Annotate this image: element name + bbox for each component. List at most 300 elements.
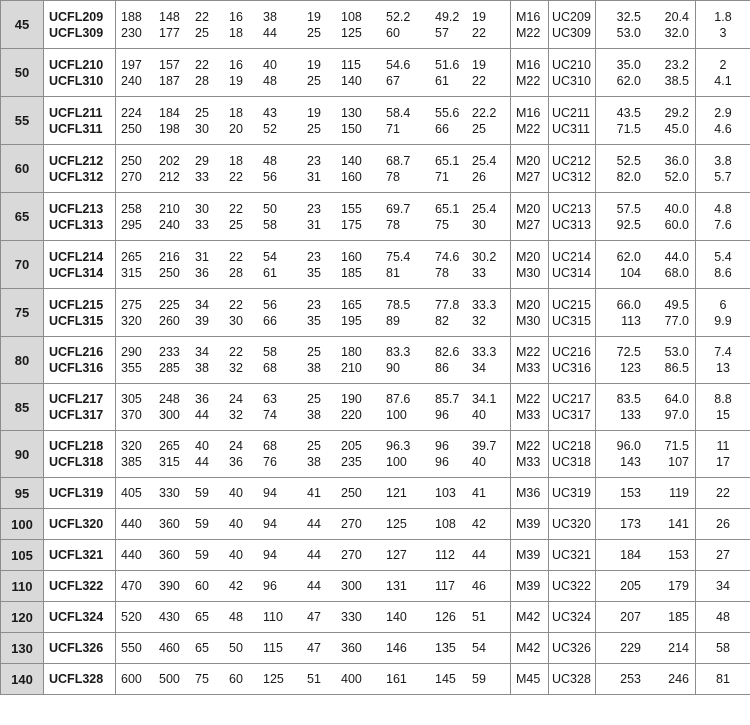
model-cell [44, 289, 116, 337]
load-rating: 185 [668, 610, 689, 624]
dimension-value: 270 [121, 169, 142, 184]
dimension-value: 110 [263, 610, 283, 624]
dimension-value: 108 [341, 9, 362, 24]
bearing-unit: UC317 [552, 408, 591, 422]
bore-cell: 130 [1, 633, 44, 664]
dimension-value: 165 [341, 297, 362, 312]
dimension-value: 270 [341, 548, 362, 562]
dimension-value: 275 [121, 297, 142, 312]
model-cell [44, 193, 116, 241]
bolt-size: M33 [516, 455, 541, 469]
load-rating-cell [596, 540, 696, 571]
bolt-size: M30 [516, 265, 541, 280]
dimension-value: 300 [159, 408, 180, 422]
dimension-value: 59 [195, 548, 209, 562]
dimension-value: 39.7 [472, 439, 497, 453]
weight-cell [696, 145, 750, 193]
load-rating-cell [596, 478, 696, 509]
weight-value: 8.6 [714, 265, 732, 280]
dimension-value: 74.6 [435, 249, 460, 264]
dimension-value: 82 [435, 313, 449, 328]
dimension-value: 75 [195, 672, 209, 686]
bearing-unit: UC309 [552, 25, 591, 40]
dimension-value: 33 [195, 169, 209, 184]
weight-cell [696, 509, 750, 540]
dimension-value: 187 [159, 73, 180, 88]
load-rating: 44.0 [664, 249, 689, 264]
dimension-value: 405 [121, 486, 142, 500]
dimension-value: 157 [159, 57, 180, 72]
weight-value: 5.7 [714, 169, 732, 184]
dimension-value: 18 [229, 25, 243, 40]
dimension-value: 22 [195, 57, 209, 72]
dimension-value: 16 [229, 57, 243, 72]
dimension-value: 71 [386, 121, 400, 136]
weight-value: 6 [719, 297, 727, 312]
dimension-value: 40 [263, 57, 277, 72]
bore-cell: 110 [1, 571, 44, 602]
dimension-value: 265 [159, 439, 180, 453]
dimension-value: 184 [159, 105, 180, 120]
dimension-value: 58.4 [386, 105, 411, 120]
bolt-size-cell [511, 289, 549, 337]
bolt-size: M27 [516, 169, 541, 184]
bolt-size: M20 [516, 297, 541, 312]
dimension-value: 44 [307, 548, 321, 562]
dimension-value: 320 [121, 313, 142, 328]
dimension-value: 25 [472, 121, 486, 136]
dimension-value: 360 [341, 641, 362, 655]
bore-cell: 55 [1, 97, 44, 145]
load-rating: 45.0 [664, 121, 689, 136]
dimension-value: 25 [307, 392, 321, 406]
dimension-value: 54 [263, 249, 277, 264]
dimension-value: 295 [121, 217, 142, 232]
dimension-value: 500 [159, 672, 180, 686]
table-row [1, 478, 750, 509]
dimension-value: 90 [386, 361, 400, 375]
dimension-value: 39 [195, 313, 209, 328]
bolt-size: M33 [516, 361, 541, 375]
bearing-unit: UC316 [552, 361, 591, 375]
dimension-value: 60 [195, 579, 209, 593]
dimension-value: 22 [472, 25, 486, 40]
dimension-value: 48 [229, 610, 243, 624]
bolt-size: M22 [516, 345, 541, 359]
table-row [1, 602, 750, 633]
dimension-value: 210 [159, 201, 180, 216]
bearing-unit-cell [549, 633, 596, 664]
dimension-value: 44 [472, 548, 486, 562]
load-rating-cell [596, 633, 696, 664]
dimensions-cell [116, 602, 511, 633]
dimension-value: 57 [435, 25, 449, 40]
bearing-unit: UC324 [552, 610, 591, 624]
dimension-value: 86 [435, 361, 449, 375]
dimension-value: 85.7 [435, 392, 460, 406]
load-rating: 153 [668, 548, 689, 562]
dimension-value: 161 [386, 672, 407, 686]
weight-value: 3 [719, 25, 727, 40]
dimension-value: 258 [121, 201, 142, 216]
weight-cell [696, 384, 750, 431]
dimension-value: 25 [307, 121, 321, 136]
bearing-unit: UC314 [552, 265, 591, 280]
dimension-value: 78 [386, 169, 400, 184]
bore-cell: 140 [1, 664, 44, 695]
load-rating: 82.0 [616, 169, 641, 184]
bearing-unit: UC311 [552, 121, 590, 136]
bearing-unit: UC313 [552, 217, 591, 232]
bearing-unit: UC310 [552, 73, 591, 88]
dimension-value: 29 [195, 153, 209, 168]
weight-value: 2.9 [714, 105, 732, 120]
dimension-value: 67 [386, 73, 400, 88]
dimension-value: 360 [159, 517, 180, 531]
load-rating: 77.0 [664, 313, 689, 328]
bolt-size-cell [511, 509, 549, 540]
table-row [1, 337, 750, 384]
table-row [1, 540, 750, 571]
dimension-value: 55.6 [435, 105, 460, 120]
dimension-value: 240 [159, 217, 180, 232]
bolt-size: M22 [516, 392, 541, 406]
model-cell [44, 633, 116, 664]
dimension-value: 50 [229, 641, 243, 655]
load-rating-cell [596, 384, 696, 431]
model-cell [44, 145, 116, 193]
dimensions-cell [116, 241, 511, 289]
dimension-value: 40 [472, 408, 486, 422]
dimension-value: 59 [195, 486, 209, 500]
bolt-size-cell [511, 633, 549, 664]
dimension-value: 65.1 [435, 201, 460, 216]
bearing-unit: UC215 [552, 297, 591, 312]
dimension-value: 400 [341, 672, 362, 686]
dimension-value: 31 [307, 217, 321, 232]
model-number: UCFL324 [49, 610, 104, 624]
dimension-value: 83.3 [386, 345, 411, 359]
load-rating: 86.5 [664, 361, 689, 375]
dimension-value: 160 [341, 249, 362, 264]
dimension-value: 48 [263, 153, 277, 168]
load-rating: 60.0 [664, 217, 689, 232]
model-number: UCFL215 [49, 297, 104, 312]
dimension-value: 38 [307, 408, 321, 422]
model-cell [44, 337, 116, 384]
model-number: UCFL218 [49, 439, 104, 453]
load-rating-cell [596, 97, 696, 145]
dimensions-cell [116, 337, 511, 384]
bearing-unit-cell [549, 193, 596, 241]
dimension-value: 96 [435, 439, 449, 453]
dimension-value: 60 [386, 25, 400, 40]
dimension-value: 61 [263, 265, 277, 280]
load-rating-cell [596, 49, 696, 97]
load-rating-cell [596, 602, 696, 633]
load-rating: 153 [620, 486, 641, 500]
weight-value: 7.6 [714, 217, 732, 232]
weight-value: 8.8 [714, 392, 732, 406]
bolt-size-cell [511, 602, 549, 633]
bolt-size: M42 [516, 641, 541, 655]
dimension-value: 25.4 [472, 201, 497, 216]
model-number: UCFL321 [49, 548, 104, 562]
bearing-unit-cell [549, 431, 596, 478]
bore-cell: 75 [1, 289, 44, 337]
dimension-value: 33.3 [472, 297, 497, 312]
dimension-value: 360 [159, 548, 180, 562]
model-number: UCFL317 [49, 408, 104, 422]
dimension-value: 33 [195, 217, 209, 232]
weight-value: 3.8 [714, 153, 732, 168]
bearing-unit: UC213 [552, 201, 591, 216]
bolt-size: M30 [516, 313, 541, 328]
bearing-unit: UC319 [552, 486, 591, 500]
dimension-value: 233 [159, 345, 180, 359]
bolt-size-cell [511, 571, 549, 602]
bearing-unit: UC212 [552, 153, 591, 168]
load-rating: 143 [620, 455, 641, 469]
dimension-value: 19 [307, 57, 321, 72]
model-number: UCFL320 [49, 517, 104, 531]
dimension-value: 175 [341, 217, 362, 232]
bore-cell: 85 [1, 384, 44, 431]
dimension-value: 130 [341, 105, 362, 120]
model-number: UCFL309 [49, 25, 104, 40]
dimension-value: 68 [263, 361, 277, 375]
dimension-value: 140 [341, 153, 362, 168]
model-number: UCFL326 [49, 641, 104, 655]
model-number: UCFL214 [49, 249, 104, 264]
dimension-value: 125 [263, 672, 284, 686]
model-cell [44, 384, 116, 431]
dimension-value: 36 [195, 265, 209, 280]
dimension-value: 56 [263, 297, 277, 312]
bolt-size-cell [511, 431, 549, 478]
bolt-size: M22 [516, 25, 541, 40]
bearing-unit-cell [549, 337, 596, 384]
dimension-value: 19 [472, 57, 486, 72]
dimension-value: 25.4 [472, 153, 497, 168]
dimension-value: 19 [307, 9, 321, 24]
dimension-value: 370 [121, 408, 142, 422]
load-rating: 96.0 [616, 439, 641, 453]
bearing-unit: UC315 [552, 313, 591, 328]
weight-cell [696, 337, 750, 384]
load-rating: 52.0 [664, 169, 689, 184]
bolt-size-cell [511, 145, 549, 193]
dimension-value: 94 [263, 517, 277, 531]
dimension-value: 36 [195, 392, 209, 406]
table-row [1, 633, 750, 664]
model-cell [44, 602, 116, 633]
dimension-value: 140 [341, 73, 362, 88]
bolt-size: M39 [516, 517, 541, 531]
dimension-value: 35 [307, 313, 321, 328]
bolt-size: M42 [516, 610, 541, 624]
dimension-value: 81 [386, 265, 400, 280]
load-rating: 104 [620, 265, 641, 280]
load-rating: 32.0 [664, 25, 689, 40]
weight-value: 4.1 [714, 73, 732, 88]
dimension-value: 58 [263, 217, 277, 232]
load-rating: 205 [620, 579, 641, 593]
load-rating-cell [596, 145, 696, 193]
load-rating: 62.0 [616, 249, 641, 264]
table-row [1, 241, 750, 289]
table-row [1, 97, 750, 145]
load-rating: 29.2 [664, 105, 689, 120]
bolt-size-cell [511, 1, 549, 49]
load-rating-cell [596, 571, 696, 602]
dimension-value: 127 [386, 548, 407, 562]
model-cell [44, 49, 116, 97]
table-row [1, 664, 750, 695]
dimension-value: 22 [229, 345, 243, 359]
dimension-value: 51 [307, 672, 321, 686]
dimension-value: 115 [341, 57, 361, 72]
model-cell [44, 540, 116, 571]
bearing-unit-cell [549, 289, 596, 337]
dimension-value: 148 [159, 9, 180, 24]
dimension-value: 135 [435, 641, 456, 655]
bearing-unit-cell [549, 145, 596, 193]
dimension-value: 44 [263, 25, 277, 40]
dimension-value: 42 [229, 579, 243, 593]
weight-value: 26 [716, 517, 730, 531]
dimension-value: 265 [121, 249, 142, 264]
load-rating-cell [596, 241, 696, 289]
dimension-value: 212 [159, 169, 180, 184]
dimension-value: 28 [229, 265, 243, 280]
dimension-value: 150 [341, 121, 362, 136]
dimension-value: 188 [121, 9, 142, 24]
dimension-value: 78.5 [386, 297, 411, 312]
bearing-unit: UC209 [552, 9, 591, 24]
bolt-size: M16 [516, 105, 541, 120]
dimension-value: 68.7 [386, 153, 411, 168]
dimension-value: 23 [307, 153, 321, 168]
bolt-size-cell [511, 193, 549, 241]
dimension-value: 65 [195, 641, 209, 655]
dimension-value: 40 [229, 517, 243, 531]
dimension-value: 216 [159, 249, 180, 264]
load-rating: 141 [668, 517, 689, 531]
load-rating: 66.0 [616, 297, 641, 312]
weight-value: 27 [716, 548, 730, 562]
dimension-value: 38 [195, 361, 209, 375]
dimension-value: 250 [121, 153, 142, 168]
dimension-value: 330 [159, 486, 180, 500]
dimension-value: 51.6 [435, 57, 460, 72]
dimension-value: 38 [307, 361, 321, 375]
dimension-value: 600 [121, 672, 142, 686]
load-rating-cell [596, 1, 696, 49]
load-rating: 23.2 [664, 57, 689, 72]
dimensions-cell [116, 145, 511, 193]
dimension-value: 30 [229, 313, 243, 328]
dimension-value: 126 [435, 610, 456, 624]
bolt-size: M20 [516, 249, 541, 264]
dimension-value: 94 [263, 486, 277, 500]
dimensions-cell [116, 384, 511, 431]
load-rating: 72.5 [616, 345, 641, 359]
dimension-value: 230 [121, 25, 142, 40]
load-rating: 68.0 [664, 265, 689, 280]
dimension-value: 460 [159, 641, 180, 655]
bolt-size: M36 [516, 486, 541, 500]
dimension-value: 44 [195, 455, 209, 469]
load-rating: 113 [621, 313, 641, 328]
dimensions-cell [116, 540, 511, 571]
dimension-value: 63 [263, 392, 277, 406]
dimensions-cell [116, 478, 511, 509]
dimension-value: 315 [121, 265, 142, 280]
bore-cell: 45 [1, 1, 44, 49]
dimension-value: 28 [195, 73, 209, 88]
dimension-value: 202 [159, 153, 180, 168]
bolt-size-cell [511, 241, 549, 289]
bearing-unit: UC321 [552, 548, 591, 562]
dimension-value: 66 [435, 121, 449, 136]
bolt-size-cell [511, 478, 549, 509]
load-rating: 20.4 [664, 9, 689, 24]
model-number: UCFL210 [49, 57, 104, 72]
weight-value: 34 [716, 579, 730, 593]
table-row [1, 509, 750, 540]
load-rating: 133 [620, 408, 641, 422]
model-cell [44, 1, 116, 49]
dimension-value: 355 [121, 361, 142, 375]
load-rating-cell [596, 664, 696, 695]
dimension-value: 40 [229, 486, 243, 500]
bore-cell: 50 [1, 49, 44, 97]
model-number: UCFL315 [49, 313, 104, 328]
dimension-value: 146 [386, 641, 407, 655]
dimension-value: 43 [263, 105, 277, 120]
dimension-value: 250 [341, 486, 362, 500]
model-number: UCFL213 [49, 201, 104, 216]
load-rating: 184 [620, 548, 641, 562]
dimension-value: 41 [472, 486, 486, 500]
dimension-value: 115 [263, 641, 283, 655]
dimension-value: 44 [307, 517, 321, 531]
dimension-value: 180 [341, 345, 362, 359]
load-rating: 123 [620, 361, 641, 375]
dimension-value: 320 [121, 439, 142, 453]
bearing-unit: UC210 [552, 57, 591, 72]
weight-cell [696, 633, 750, 664]
dimension-value: 100 [386, 455, 407, 469]
bolt-size: M45 [516, 672, 541, 686]
dimension-value: 30 [195, 121, 209, 136]
model-number: UCFL313 [49, 217, 104, 232]
dimension-value: 23 [307, 201, 321, 216]
dimension-value: 59 [472, 672, 486, 686]
bearing-unit-cell [549, 664, 596, 695]
model-number: UCFL312 [49, 169, 104, 184]
model-number: UCFL212 [49, 153, 104, 168]
dimension-value: 25 [195, 105, 209, 120]
load-rating: 57.5 [616, 201, 641, 216]
dimension-value: 23 [307, 249, 321, 264]
weight-cell [696, 540, 750, 571]
dimension-value: 33 [472, 265, 486, 280]
dimension-value: 74 [263, 408, 277, 422]
bearing-unit-cell [549, 384, 596, 431]
dimension-value: 22 [195, 9, 209, 24]
